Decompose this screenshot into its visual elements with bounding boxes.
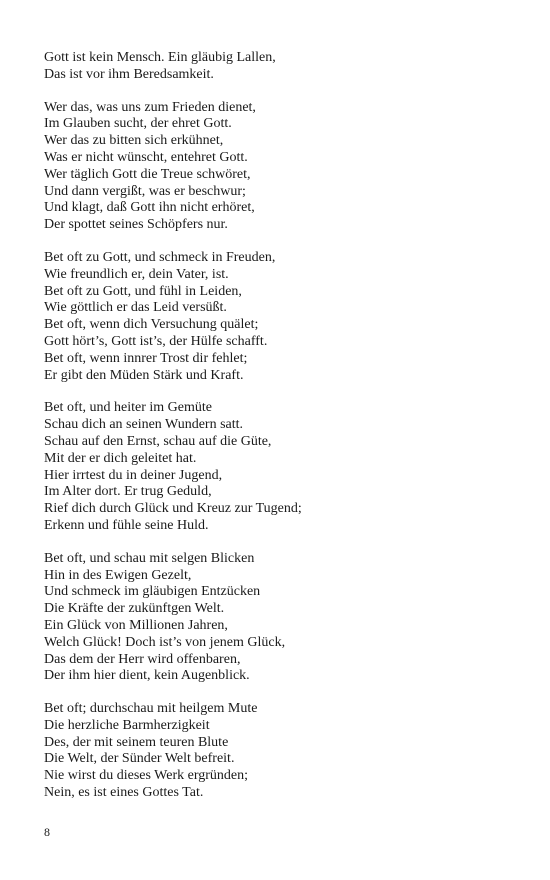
poem-line: Wer das zu bitten sich erkühnet, bbox=[44, 133, 224, 149]
poem-line: Und schmeck im gläubigen Entzücken bbox=[44, 584, 261, 600]
poem-line: Nie wirst du dieses Werk ergründen; bbox=[44, 768, 249, 784]
stanza-4 bbox=[44, 400, 514, 534]
poem-line: Hin in des Ewigen Gezelt, bbox=[44, 567, 192, 583]
poem-line: Ein Glück von Millionen Jahren, bbox=[44, 617, 228, 633]
poem-line: Und dann vergißt, was er beschwur; bbox=[44, 183, 246, 199]
poem-line: Schau dich an seinen Wundern satt. bbox=[44, 417, 244, 433]
poem-line: Die Kräfte der zukünftgen Welt. bbox=[44, 601, 225, 617]
poem-line: Bet oft, wenn innrer Trost dir fehlet; bbox=[44, 350, 248, 366]
poem-line: Gott hört’s, Gott ist’s, der Hülfe schafft. bbox=[44, 333, 268, 349]
poem-line: Bet oft, und schau mit selgen Blicken bbox=[44, 550, 255, 566]
poem-line: Wer das, was uns zum Frieden dienet, bbox=[44, 99, 256, 115]
poem-line: Bet oft zu Gott, und fühl in Leiden, bbox=[44, 283, 242, 299]
poem-body bbox=[44, 50, 514, 818]
poem-line: Mit der er dich geleitet hat. bbox=[44, 450, 197, 466]
poem-line: Die Welt, der Sünder Welt befreit. bbox=[44, 751, 235, 767]
poem-line: Die herzliche Barmherzigkeit bbox=[44, 717, 210, 733]
poem-line: Im Glauben sucht, der ehret Gott. bbox=[44, 116, 232, 132]
poem-line: Schau auf den Ernst, schau auf die Güte, bbox=[44, 433, 272, 449]
stanza-3 bbox=[44, 250, 514, 384]
poem-line: Hier irrtest du in deiner Jugend, bbox=[44, 467, 223, 483]
poem-line: Der spottet seines Schöpfers nur. bbox=[44, 217, 228, 233]
page-number: 8 bbox=[44, 825, 50, 839]
poem-line: Erkenn und fühle seine Huld. bbox=[44, 517, 209, 533]
stanza-6 bbox=[44, 701, 514, 802]
poem-line: Bet oft, und heiter im Gemüte bbox=[44, 400, 212, 416]
poem-line: Wer täglich Gott die Treue schwöret, bbox=[44, 166, 251, 182]
poem-line: Wie freundlich er, dein Vater, ist. bbox=[44, 266, 229, 282]
stanza-1 bbox=[44, 50, 514, 84]
poem-line: Rief dich durch Glück und Kreuz zur Tugend; bbox=[44, 501, 302, 517]
poem-line: Bet oft; durchschau mit heilgem Mute bbox=[44, 701, 258, 717]
poem-line: Nein, es ist eines Gottes Tat. bbox=[44, 785, 204, 801]
poem-line: Er gibt den Müden Stärk und Kraft. bbox=[44, 367, 244, 383]
stanza-5 bbox=[44, 551, 514, 685]
poem-line: Das ist vor ihm Beredsamkeit. bbox=[44, 66, 214, 82]
stanza-2 bbox=[44, 100, 514, 234]
poem-line: Und klagt, daß Gott ihn nicht erhöret, bbox=[44, 200, 255, 216]
poem-line: Bet oft, wenn dich Versuchung quälet; bbox=[44, 317, 259, 333]
poem-line: Im Alter dort. Er trug Geduld, bbox=[44, 484, 212, 500]
poem-line: Wie göttlich er das Leid versüßt. bbox=[44, 300, 227, 316]
poem-line: Gott ist kein Mensch. Ein gläubig Lallen, bbox=[44, 50, 276, 65]
poem-line: Welch Glück! Doch ist’s von jenem Glück, bbox=[44, 634, 286, 650]
poem-line: Bet oft zu Gott, und schmeck in Freuden, bbox=[44, 249, 276, 265]
poem-line: Was er nicht wünscht, entehret Gott. bbox=[44, 149, 248, 165]
poem-line: Der ihm hier dient, kein Augenblick. bbox=[44, 668, 250, 684]
poem-line: Das dem der Herr wird offenbaren, bbox=[44, 651, 241, 667]
poem-line: Des, der mit seinem teuren Blute bbox=[44, 734, 229, 750]
